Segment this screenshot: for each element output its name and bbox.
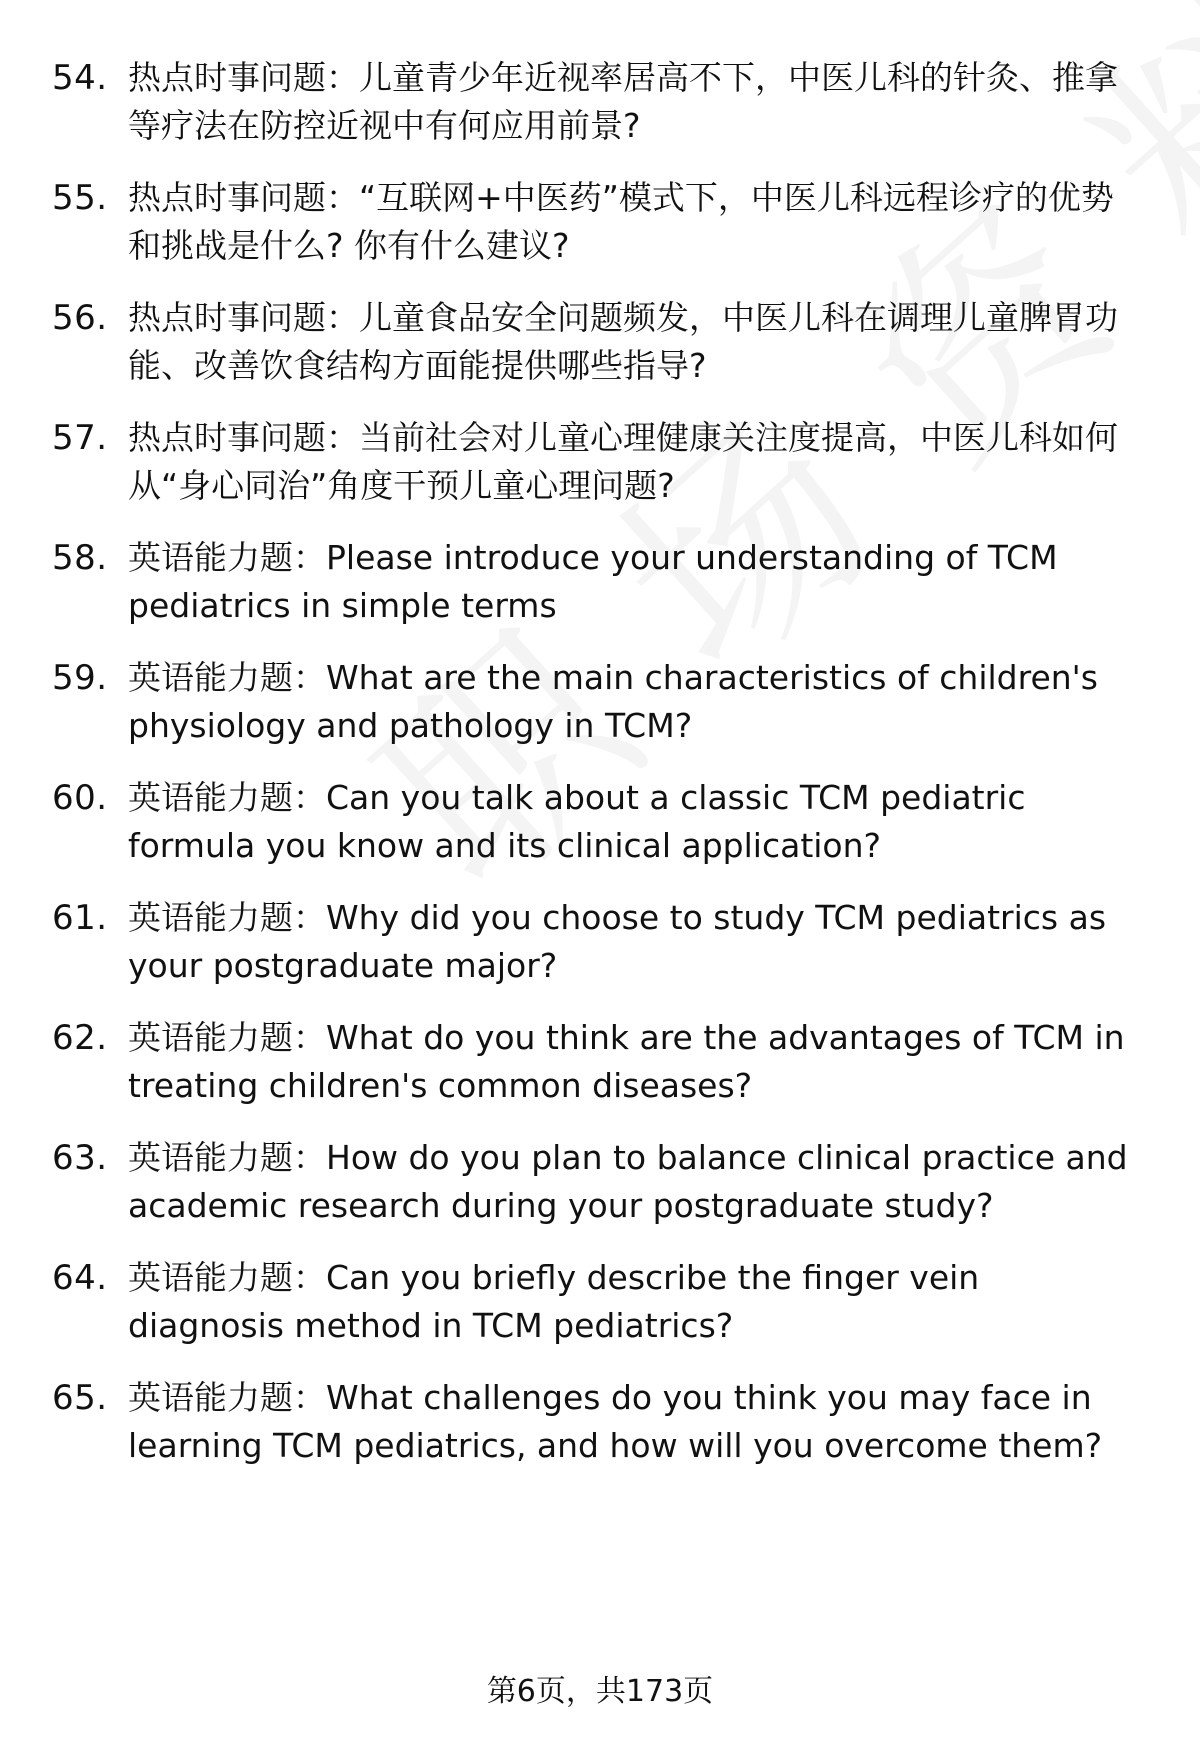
question-text: What challenges do you think you may face in learning TCM pediatrics, and how will you overcome them?: [128, 1378, 1103, 1465]
question-content: [128, 414, 1143, 510]
question-category: 英语能力题：: [128, 1018, 326, 1057]
question-number: 60.: [52, 778, 108, 818]
question-content: [128, 294, 1143, 390]
question-number: 57.: [52, 418, 108, 458]
question-number: 56.: [52, 298, 108, 338]
question-category: 英语能力题：: [128, 538, 326, 577]
question-number: 55.: [52, 178, 108, 218]
question-category: 热点时事问题：: [128, 58, 359, 97]
question-category: 英语能力题：: [128, 1138, 326, 1177]
page-footer: 第6页，共173页: [486, 1674, 714, 1709]
question-category: 热点时事问题：: [128, 418, 359, 457]
question-category: 英语能力题：: [128, 1258, 326, 1297]
question-number: 62.: [52, 1018, 108, 1058]
question-category: 英语能力题：: [128, 898, 326, 937]
question-category: 热点时事问题：: [128, 178, 359, 217]
question-text: 儿童青少年近视率居高不下，中医儿科的针灸、推拿等疗法在防控近视中有何应用前景?: [128, 58, 1118, 145]
question-content: [128, 174, 1143, 270]
question-category: 英语能力题：: [128, 1378, 326, 1417]
question-content: [128, 774, 1143, 870]
question-number: 61.: [52, 898, 108, 938]
question-content: [128, 1374, 1143, 1470]
question-text: “互联网+中医药”模式下，中医儿科远程诊疗的优势和挑战是什么? 你有什么建议?: [128, 178, 1114, 265]
question-text: What are the main characteristics of children's physiology and pathology in TCM?: [128, 658, 1098, 745]
question-number: 54.: [52, 58, 108, 98]
question-content: [128, 534, 1143, 630]
question-number: 63.: [52, 1138, 108, 1178]
question-number: 59.: [52, 658, 108, 698]
question-category: 英语能力题：: [128, 658, 326, 697]
question-category: 热点时事问题：: [128, 298, 359, 337]
question-text: Can you briefly describe the finger vein diagnosis method in TCM pediatrics?: [128, 1258, 980, 1345]
question-content: [128, 54, 1143, 150]
question-text: 当前社会对儿童心理健康关注度提高，中医儿科如何从“身心同治”角度干预儿童心理问题?: [128, 418, 1118, 505]
question-content: [128, 894, 1143, 990]
question-content: [128, 1254, 1143, 1350]
question-text: What do you think are the advantages of TCM in treating children's common diseases?: [128, 1018, 1125, 1105]
question-text: Can you talk about a classic TCM pediatric formula you know and its clinical application?: [128, 778, 1026, 865]
question-number: 65.: [52, 1378, 108, 1418]
question-content: [128, 1134, 1143, 1230]
question-number: 58.: [52, 538, 108, 578]
question-content: [128, 654, 1143, 750]
question-content: [128, 1014, 1143, 1110]
question-text: Why did you choose to study TCM pediatrics as your postgraduate major?: [128, 898, 1107, 985]
question-number: 64.: [52, 1258, 108, 1298]
question-category: 英语能力题：: [128, 778, 326, 817]
question-text: How do you plan to balance clinical practice and academic research during your postgraduate study?: [128, 1138, 1128, 1225]
question-text: 儿童食品安全问题频发，中医儿科在调理儿童脾胃功能、改善饮食结构方面能提供哪些指导?: [128, 298, 1118, 385]
question-text: Please introduce your understanding of TCM pediatrics in simple terms: [128, 538, 1058, 625]
